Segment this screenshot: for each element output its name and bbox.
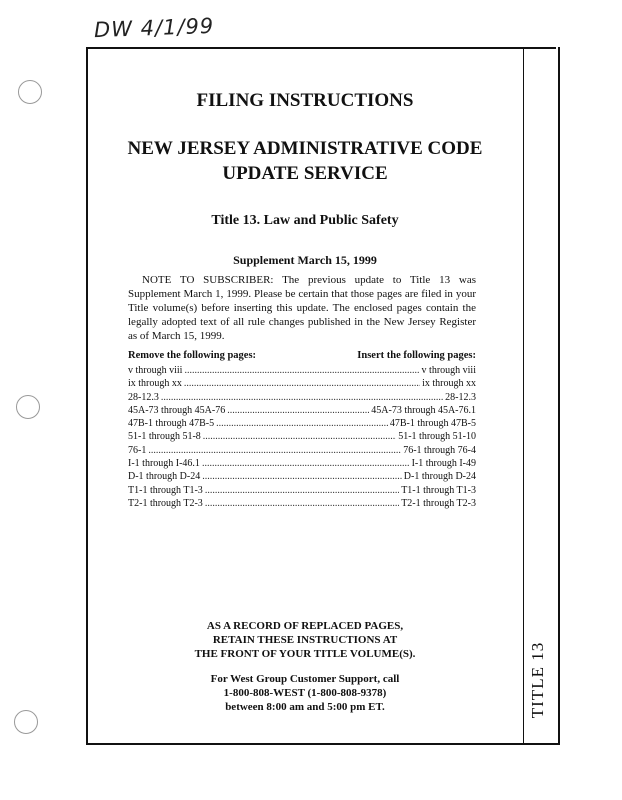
insert-pages: T1-1 through T1-3 (401, 484, 476, 496)
insert-pages: ix through xx (422, 378, 476, 390)
insert-pages: D-1 through D-24 (403, 471, 476, 483)
remove-pages: 28-12.3 (128, 391, 159, 403)
table-row (128, 497, 476, 510)
remove-pages: 76-1 (128, 444, 147, 456)
page-title: FILING INSTRUCTIONS (196, 90, 414, 111)
remove-pages: v through viii (128, 365, 183, 376)
tab-divider-rule (523, 47, 524, 744)
publication-title (100, 136, 510, 186)
table-row (128, 391, 476, 404)
subscriber-note: NOTE TO SUBSCRIBER: The previous update to Title 13 was Supplement March 1, 1999. Please be certain that those pages are filed in your Title volume(s) before inserting this update. The enclosed pages contain the legally adopted text of all rule changes published in the New Jersey Register as of March 15, 1999. (128, 274, 476, 342)
remove-column-header: Remove the following pages: (128, 350, 257, 361)
filing-table-header (128, 350, 476, 361)
dot-leader (227, 404, 369, 417)
insert-column-header: Insert the following pages: (357, 350, 476, 361)
support-hours: between 8:00 am and 5:00 pm ET. (225, 701, 385, 713)
insert-pages: 45A-73 through 45A-76.1 (371, 404, 476, 416)
remove-pages: T2-1 through T2-3 (128, 497, 203, 509)
remove-pages: 51-1 through 51-8 (128, 431, 201, 443)
insert-pages: 76-1 through 76-4 (403, 444, 476, 456)
record-line3: THE FRONT OF YOUR TITLE VOLUME(S). (194, 648, 416, 660)
publication-title-line2: UPDATE SERVICE (222, 163, 388, 184)
remove-pages: T1-1 through T1-3 (128, 484, 203, 496)
dot-leader (148, 444, 401, 457)
frame-top-rule (86, 47, 556, 49)
punch-hole-bottom (14, 710, 38, 734)
remove-pages: D-1 through D-24 (128, 471, 201, 483)
table-row (128, 417, 476, 430)
supplement-date: Supplement March 15, 1999 (233, 253, 377, 267)
table-row (128, 364, 476, 377)
insert-pages: 28-12.3 (445, 391, 476, 403)
dot-leader (202, 457, 410, 470)
table-row (128, 377, 476, 390)
insert-pages: 51-1 through 51-10 (398, 431, 476, 443)
insert-pages: I-1 through I-49 (411, 458, 476, 470)
table-row (128, 484, 476, 497)
record-line2: RETAIN THESE INSTRUCTIONS AT (212, 634, 398, 646)
frame-bottom-rule (86, 743, 558, 745)
remove-pages: 45A-73 through 45A-76 (128, 404, 226, 416)
remove-pages: 47B-1 through 47B-5 (128, 418, 215, 430)
support-phone: 1-800-808-WEST (1-800-808-9378) (223, 687, 387, 699)
table-row (128, 444, 476, 457)
record-line1: AS A RECORD OF REPLACED PAGES, (206, 620, 404, 632)
dot-leader (184, 377, 420, 390)
dot-leader (205, 484, 399, 497)
support-line1: For West Group Customer Support, call (210, 673, 400, 685)
table-row (128, 430, 476, 443)
publication-title-line1: NEW JERSEY ADMINISTRATIVE CODE (127, 138, 483, 159)
title-section: Title 13. Law and Public Safety (211, 213, 399, 228)
dot-leader (216, 417, 388, 430)
dot-leader (184, 364, 419, 377)
table-row (128, 457, 476, 470)
customer-support (100, 672, 510, 714)
punch-hole-middle (16, 395, 40, 419)
table-row (128, 470, 476, 483)
insert-pages: v through viii (421, 365, 476, 376)
insert-pages: T2-1 through T2-3 (401, 497, 476, 509)
dot-leader (161, 391, 443, 404)
dot-leader (202, 470, 402, 483)
punch-hole-top (18, 80, 42, 104)
remove-pages: ix through xx (128, 378, 182, 390)
title-tab-label: TITLE 13 (528, 641, 547, 719)
insert-pages: 47B-1 through 47B-5 (389, 418, 476, 430)
dot-leader (205, 497, 399, 510)
table-row (128, 404, 476, 417)
dot-leader (203, 430, 396, 443)
filing-table (128, 364, 476, 510)
remove-pages: I-1 through I-46.1 (128, 458, 200, 470)
handwritten-initials-date: DW 4/1/99 (93, 13, 215, 43)
record-instructions (100, 619, 510, 661)
